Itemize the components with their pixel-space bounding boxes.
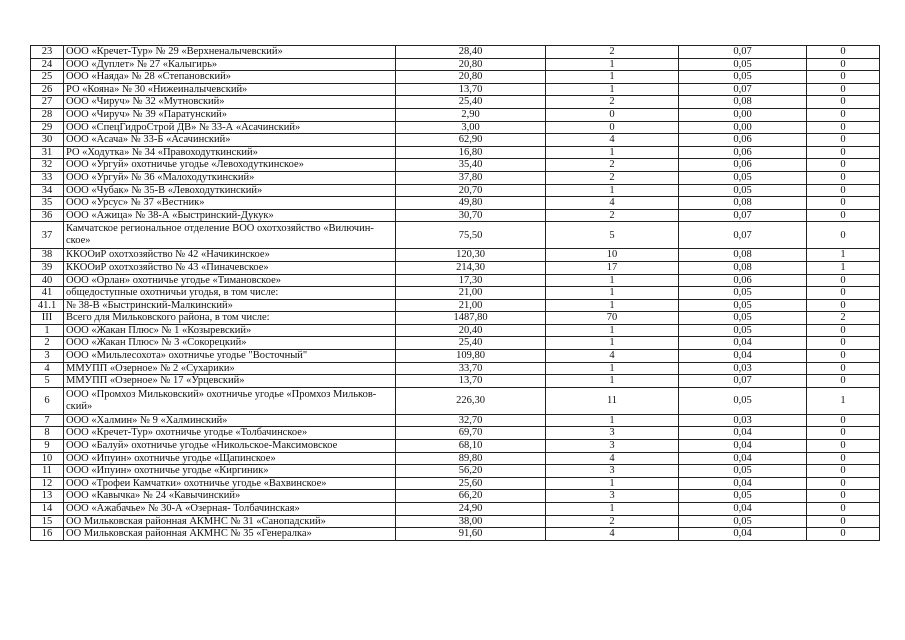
row-number: 16: [31, 528, 64, 541]
count-value: 1: [546, 71, 679, 84]
table-row: [31, 46, 880, 59]
count-value: 1: [546, 324, 679, 337]
count-value: 4: [546, 350, 679, 363]
count-value: 3: [546, 490, 679, 503]
table-row: [31, 515, 880, 528]
area-value: 56,20: [396, 465, 546, 478]
row-number: 31: [31, 146, 64, 159]
rate-value: 0,04: [679, 528, 807, 541]
count-value: 10: [546, 249, 679, 262]
hunting-ground-name: ООО «Чубак» № 35-В «Левоходуткинский»: [64, 184, 396, 197]
area-value: 69,70: [396, 427, 546, 440]
row-number: 23: [31, 46, 64, 59]
table-row: [31, 83, 880, 96]
area-value: 30,70: [396, 209, 546, 222]
hunting-ground-name: ОО Мильковская районная АКМНС № 35 «Генералка»: [64, 528, 396, 541]
rate-value: 0,04: [679, 440, 807, 453]
hunting-ground-name: Камчатское региональное отделение ВОО охотхозяйство «Вилючин-ское»: [64, 222, 396, 249]
rate-value: 0,06: [679, 146, 807, 159]
extra-value: 2: [807, 312, 880, 325]
row-number: 30: [31, 134, 64, 147]
extra-value: 0: [807, 46, 880, 59]
area-value: 89,80: [396, 452, 546, 465]
count-value: 17: [546, 261, 679, 274]
table-row: [31, 274, 880, 287]
row-number: 5: [31, 375, 64, 388]
rate-value: 0,06: [679, 134, 807, 147]
rate-value: 0,07: [679, 375, 807, 388]
area-value: 37,80: [396, 171, 546, 184]
hunting-ground-name: РО «Ходутка» № 34 «Правоходуткинский»: [64, 146, 396, 159]
row-number: 36: [31, 209, 64, 222]
count-value: 1: [546, 184, 679, 197]
extra-value: 0: [807, 490, 880, 503]
rate-value: 0,04: [679, 337, 807, 350]
rate-value: 0,07: [679, 83, 807, 96]
count-value: 2: [546, 96, 679, 109]
hunting-ground-name: Всего для Мильковского района, в том числе:: [64, 312, 396, 325]
table-row: [31, 528, 880, 541]
table-row: [31, 71, 880, 84]
hunting-ground-name: ККООиР охотхозяйство № 42 «Начикинское»: [64, 249, 396, 262]
count-value: 4: [546, 134, 679, 147]
table-row: [31, 477, 880, 490]
extra-value: 0: [807, 299, 880, 312]
area-value: 20,80: [396, 71, 546, 84]
rate-value: 0,05: [679, 58, 807, 71]
area-value: 20,80: [396, 58, 546, 71]
extra-value: 1: [807, 261, 880, 274]
table-row: [31, 299, 880, 312]
area-value: 24,90: [396, 503, 546, 516]
hunting-ground-name: ММУПП «Озерное» № 17 «Урцевский»: [64, 375, 396, 388]
hunting-ground-name: ООО «Дуплет» № 27 «Калыгирь»: [64, 58, 396, 71]
row-number: 41.1: [31, 299, 64, 312]
count-value: 1: [546, 58, 679, 71]
count-value: 2: [546, 515, 679, 528]
extra-value: 0: [807, 452, 880, 465]
row-number: 7: [31, 414, 64, 427]
rate-value: 0,04: [679, 452, 807, 465]
table-row: [31, 350, 880, 363]
count-value: 2: [546, 209, 679, 222]
extra-value: 0: [807, 337, 880, 350]
rate-value: 0,03: [679, 362, 807, 375]
rate-value: 0,05: [679, 287, 807, 300]
document-page: [30, 45, 880, 541]
count-value: 2: [546, 171, 679, 184]
count-value: 0: [546, 108, 679, 121]
extra-value: 0: [807, 465, 880, 478]
area-value: 20,40: [396, 324, 546, 337]
area-value: 21,00: [396, 299, 546, 312]
extra-value: 0: [807, 528, 880, 541]
extra-value: 0: [807, 440, 880, 453]
table-row: [31, 146, 880, 159]
rate-value: 0,08: [679, 197, 807, 210]
hunting-ground-name: ООО «СпецГидроСтрой ДВ» № 33-А «Асачинский»: [64, 121, 396, 134]
extra-value: 0: [807, 477, 880, 490]
table-row: [31, 58, 880, 71]
rate-value: 0,05: [679, 299, 807, 312]
count-value: 1: [546, 414, 679, 427]
table-row: [31, 108, 880, 121]
area-value: 16,80: [396, 146, 546, 159]
row-number: 15: [31, 515, 64, 528]
table-row: [31, 287, 880, 300]
extra-value: 0: [807, 96, 880, 109]
count-value: 1: [546, 337, 679, 350]
row-number: 8: [31, 427, 64, 440]
count-value: 70: [546, 312, 679, 325]
rate-value: 0,08: [679, 96, 807, 109]
row-number: 38: [31, 249, 64, 262]
count-value: 2: [546, 46, 679, 59]
row-number: 28: [31, 108, 64, 121]
table-row: [31, 96, 880, 109]
rate-value: 0,05: [679, 184, 807, 197]
extra-value: 1: [807, 249, 880, 262]
rate-value: 0,00: [679, 121, 807, 134]
extra-value: 1: [807, 387, 880, 414]
hunting-ground-name: ООО «Наяда» № 28 «Степановский»: [64, 71, 396, 84]
area-value: 33,70: [396, 362, 546, 375]
area-value: 21,00: [396, 287, 546, 300]
rate-value: 0,04: [679, 477, 807, 490]
hunting-ground-name: РО «Кояна» № 30 «Нижеиналычевский»: [64, 83, 396, 96]
rate-value: 0,08: [679, 261, 807, 274]
extra-value: 0: [807, 83, 880, 96]
rate-value: 0,03: [679, 414, 807, 427]
count-value: 1: [546, 287, 679, 300]
extra-value: 0: [807, 427, 880, 440]
table-row: [31, 503, 880, 516]
table-row: [31, 324, 880, 337]
rate-value: 0,06: [679, 274, 807, 287]
area-value: 1487,80: [396, 312, 546, 325]
rate-value: 0,05: [679, 312, 807, 325]
extra-value: 0: [807, 222, 880, 249]
row-number: 1: [31, 324, 64, 337]
table-row: [31, 465, 880, 478]
row-number: 25: [31, 71, 64, 84]
table-row: [31, 134, 880, 147]
extra-value: 0: [807, 274, 880, 287]
hunting-ground-name: ООО «Ажица» № 38-А «Быстринский-Дукук»: [64, 209, 396, 222]
row-number: 10: [31, 452, 64, 465]
area-value: 38,00: [396, 515, 546, 528]
count-value: 4: [546, 528, 679, 541]
area-value: 25,40: [396, 337, 546, 350]
rate-value: 0,05: [679, 71, 807, 84]
count-value: 1: [546, 477, 679, 490]
hunting-ground-name: ООО «Промхоз Мильковский» охотничье угодье «Промхоз Мильков-ский»: [64, 387, 396, 414]
row-number: 11: [31, 465, 64, 478]
hunting-ground-name: ООО «Жакан Плюс» № 1 «Козыревский»: [64, 324, 396, 337]
area-value: 75,50: [396, 222, 546, 249]
table-row: [31, 414, 880, 427]
count-value: 0: [546, 121, 679, 134]
area-value: 13,70: [396, 375, 546, 388]
hunting-ground-name: общедоступные охотничьи угодья, в том числе:: [64, 287, 396, 300]
area-value: 214,30: [396, 261, 546, 274]
count-value: 1: [546, 299, 679, 312]
extra-value: 0: [807, 209, 880, 222]
extra-value: 0: [807, 171, 880, 184]
hunting-ground-name: ООО «Кавычка» № 24 «Кавычинский»: [64, 490, 396, 503]
count-value: 1: [546, 503, 679, 516]
table-row: [31, 387, 880, 414]
extra-value: 0: [807, 121, 880, 134]
extra-value: 0: [807, 71, 880, 84]
hunting-ground-name: ООО «Кречет-Тур» № 29 «Верхненалычевский»: [64, 46, 396, 59]
row-number: 24: [31, 58, 64, 71]
count-value: 3: [546, 440, 679, 453]
table-row: [31, 375, 880, 388]
count-value: 3: [546, 465, 679, 478]
extra-value: 0: [807, 503, 880, 516]
rate-value: 0,05: [679, 515, 807, 528]
row-number: 34: [31, 184, 64, 197]
row-number: 35: [31, 197, 64, 210]
area-value: 62,90: [396, 134, 546, 147]
row-number: 27: [31, 96, 64, 109]
area-value: 13,70: [396, 83, 546, 96]
rate-value: 0,05: [679, 324, 807, 337]
area-value: 2,90: [396, 108, 546, 121]
hunting-ground-name: № 38-В «Быстринский-Малкинский»: [64, 299, 396, 312]
hunting-ground-name: ООО «Кречет-Тур» охотничье угодье «Толбачинское»: [64, 427, 396, 440]
count-value: 4: [546, 452, 679, 465]
extra-value: 0: [807, 375, 880, 388]
rate-value: 0,08: [679, 249, 807, 262]
row-number: III: [31, 312, 64, 325]
row-number: 39: [31, 261, 64, 274]
count-value: 3: [546, 427, 679, 440]
rate-value: 0,07: [679, 209, 807, 222]
area-value: 28,40: [396, 46, 546, 59]
row-number: 29: [31, 121, 64, 134]
row-number: 3: [31, 350, 64, 363]
table-row: [31, 427, 880, 440]
hunting-ground-name: ООО «Ажабачье» № 30-А «Озерная- Толбачинская»: [64, 503, 396, 516]
count-value: 5: [546, 222, 679, 249]
area-value: 25,40: [396, 96, 546, 109]
table-row: [31, 337, 880, 350]
hunting-ground-name: ООО «Урсус» № 37 «Вестник»: [64, 197, 396, 210]
area-value: 68,10: [396, 440, 546, 453]
row-number: 33: [31, 171, 64, 184]
hunting-ground-name: ООО «Ургуй» охотничье угодье «Левоходуткинское»: [64, 159, 396, 172]
rate-value: 0,06: [679, 159, 807, 172]
count-value: 4: [546, 197, 679, 210]
row-number: 4: [31, 362, 64, 375]
count-value: 1: [546, 362, 679, 375]
count-value: 11: [546, 387, 679, 414]
area-value: 17,30: [396, 274, 546, 287]
rate-value: 0,00: [679, 108, 807, 121]
hunting-ground-name: ООО «Мильлесохота» охотничье угодье "Восточный": [64, 350, 396, 363]
extra-value: 0: [807, 515, 880, 528]
count-value: 1: [546, 375, 679, 388]
count-value: 2: [546, 159, 679, 172]
table-row: [31, 362, 880, 375]
rate-value: 0,04: [679, 427, 807, 440]
extra-value: 0: [807, 134, 880, 147]
row-number: 6: [31, 387, 64, 414]
rate-value: 0,07: [679, 46, 807, 59]
hunting-ground-name: ООО «Жакан Плюс» № 3 «Сокорецкий»: [64, 337, 396, 350]
table-row: [31, 209, 880, 222]
count-value: 1: [546, 146, 679, 159]
hunting-ground-name: ООО «Орлан» охотничье угодье «Тимановское»: [64, 274, 396, 287]
rate-value: 0,05: [679, 387, 807, 414]
row-number: 32: [31, 159, 64, 172]
area-value: 120,30: [396, 249, 546, 262]
hunting-ground-name: ООО «Халмин» № 9 «Халминский»: [64, 414, 396, 427]
row-number: 2: [31, 337, 64, 350]
area-value: 3,00: [396, 121, 546, 134]
hunting-ground-name: ООО «Ипуин» охотничье угодье «Щапинское»: [64, 452, 396, 465]
hunting-ground-name: ООО «Асача» № 33-Б «Асачинский»: [64, 134, 396, 147]
area-value: 20,70: [396, 184, 546, 197]
hunting-grounds-table: [30, 45, 880, 541]
extra-value: 0: [807, 350, 880, 363]
area-value: 25,60: [396, 477, 546, 490]
hunting-ground-name: ООО «Трофеи Камчатки» охотничье угодье «Вахвинское»: [64, 477, 396, 490]
extra-value: 0: [807, 108, 880, 121]
extra-value: 0: [807, 58, 880, 71]
row-number: 13: [31, 490, 64, 503]
row-number: 26: [31, 83, 64, 96]
row-number: 40: [31, 274, 64, 287]
table-body: [31, 46, 880, 541]
extra-value: 0: [807, 362, 880, 375]
extra-value: 0: [807, 146, 880, 159]
table-row: [31, 452, 880, 465]
table-row: [31, 171, 880, 184]
hunting-ground-name: ООО «Ургуй» № 36 «Малоходуткинский»: [64, 171, 396, 184]
rate-value: 0,05: [679, 465, 807, 478]
rate-value: 0,07: [679, 222, 807, 249]
rate-value: 0,05: [679, 171, 807, 184]
hunting-ground-name: ОО Мильковская районная АКМНС № 31 «Санопадский»: [64, 515, 396, 528]
table-row: [31, 121, 880, 134]
area-value: 49,80: [396, 197, 546, 210]
area-value: 226,30: [396, 387, 546, 414]
row-number: 9: [31, 440, 64, 453]
extra-value: 0: [807, 184, 880, 197]
rate-value: 0,04: [679, 503, 807, 516]
count-value: 1: [546, 274, 679, 287]
extra-value: 0: [807, 287, 880, 300]
hunting-ground-name: ООО «Чируч» № 32 «Мутновский»: [64, 96, 396, 109]
table-row: [31, 490, 880, 503]
area-value: 35,40: [396, 159, 546, 172]
table-row: [31, 197, 880, 210]
table-row: [31, 312, 880, 325]
row-number: 12: [31, 477, 64, 490]
extra-value: 0: [807, 197, 880, 210]
area-value: 109,80: [396, 350, 546, 363]
hunting-ground-name: ООО «Балуй» охотничье угодье «Никольское-Максимовское: [64, 440, 396, 453]
hunting-ground-name: ММУПП «Озерное» № 2 «Сухарики»: [64, 362, 396, 375]
table-row: [31, 261, 880, 274]
table-row: [31, 249, 880, 262]
hunting-ground-name: ООО «Чируч» № 39 «Паратунский»: [64, 108, 396, 121]
extra-value: 0: [807, 414, 880, 427]
table-row: [31, 440, 880, 453]
area-value: 91,60: [396, 528, 546, 541]
extra-value: 0: [807, 324, 880, 337]
hunting-ground-name: ООО «Ипуин» охотничье угодье «Киргиник»: [64, 465, 396, 478]
row-number: 14: [31, 503, 64, 516]
row-number: 37: [31, 222, 64, 249]
area-value: 66,20: [396, 490, 546, 503]
table-row: [31, 222, 880, 249]
count-value: 1: [546, 83, 679, 96]
extra-value: 0: [807, 159, 880, 172]
table-row: [31, 159, 880, 172]
hunting-ground-name: ККООиР охотхозяйство № 43 «Пиначевское»: [64, 261, 396, 274]
row-number: 41: [31, 287, 64, 300]
rate-value: 0,05: [679, 490, 807, 503]
table-row: [31, 184, 880, 197]
rate-value: 0,04: [679, 350, 807, 363]
area-value: 32,70: [396, 414, 546, 427]
